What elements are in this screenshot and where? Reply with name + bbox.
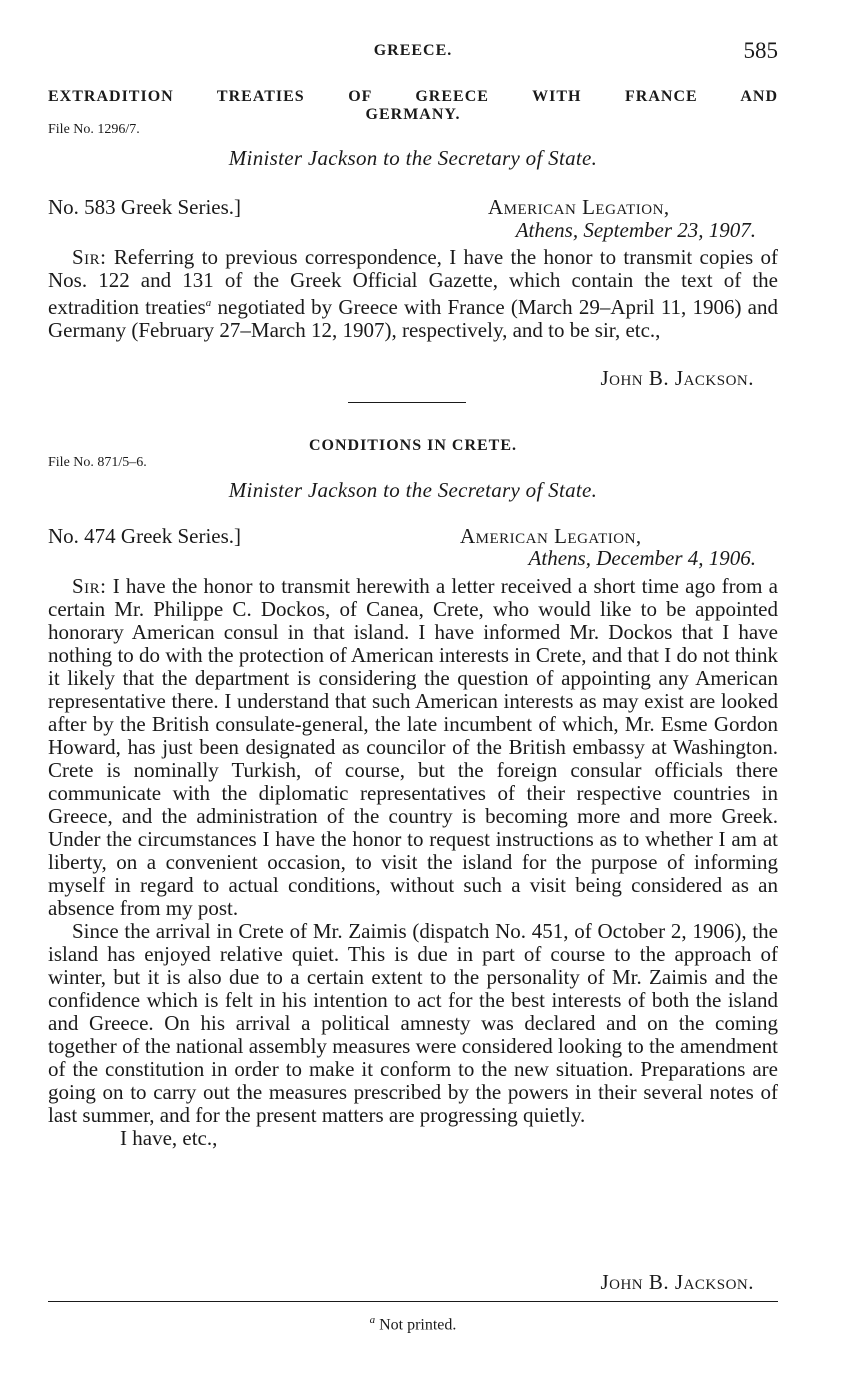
section2-series: No. 474 Greek Series.] [48,524,242,548]
section1-heading-line2: GERMANY. [365,106,461,123]
section1-file-number: File No. 1296/7. [48,122,140,137]
section2-paragraph-2: Since the arrival in Crete of Mr. Zaimis (dispatch No. 451, of October 2, 1906), the island has enjoyed relative quiet. This is due in part of course to the approach of winter, but it is also due to a certain extent to the personality of Mr. Zaimis and the confidence which is felt in his intention to act for the best interests of both the island and Greece. On his arrival a political amnesty was declared and on the coming together of the national assembly measures were considered looking to the amendment of the constitution in order to make it conform to the new situation. Preparations are going on to carry out the measures prescribed by the powers in their several notes of last summer, and for the present matters are progressing quietly. [48,919,778,1127]
page-number: 585 [743,38,778,63]
footnote [48,1314,778,1334]
section1-signature: John B. Jackson. [600,366,754,390]
footnote-text: Not printed. [379,1316,457,1334]
section1-body [48,246,778,342]
running-head [48,38,778,68]
footnote-rule [48,1301,778,1302]
section1-footnote-mark: a [205,297,212,309]
footnote-mark: a [369,1314,376,1326]
section2-addressee: Minister Jackson to the Secretary of State. [228,478,598,502]
section1-heading-line1: EXTRADITION TREATIES OF GREECE WITH FRANCE AND [48,88,778,105]
running-head-title: GREECE. [373,42,453,59]
section2-heading: CONDITIONS IN CRETE. [308,437,518,454]
section1-body-text-b: negotiated by Greece with France (March 29–April 11, 1906) and Germany (February 27–March 12, 1907), respectively, and to be sir, etc., [48,295,779,342]
section1-salutation: Sir: [72,245,107,269]
section1-date: Athens, September 23, 1907. [515,218,756,242]
section1-addressee: Minister Jackson to the Secretary of State. [228,146,598,170]
section2-paragraph-1 [48,575,778,920]
section1-series: No. 583 Greek Series.] [48,195,242,219]
section2-date: Athens, December 4, 1906. [528,546,756,570]
section2-paragraph-1-text: I have the honor to transmit herewith a letter received a short time ago from a certain Mr. Philippe C. Dockos, of Canea, Crete, who would like to be appointed honorary American consul in that island. I have informed Mr. Dockos that I have nothing to do with the protection of American interests in Crete, and that I do not think it likely that the department is considering the question of appointing any American representative there. I understand that such American interests as may exist are looked after by the British consulate-general, the late incumbent of which, Mr. Esme Gordon Howard, has just been designated as councilor of the British embassy at Washington. Crete is nominally Turkish, of course, but the foreign consular officials there communicate with the diplomatic representatives of their respective countries in Greece, and the administration of the country is becoming more and more Greek. Under the circumstances I have the honor to request instructions as to whether I am at liberty, on a convenient occasion, to visit the island for the purpose of informing myself in regard to actual conditions, without such a visit being considered as an absence from my post. [48,574,779,920]
section2-signature: John B. Jackson. [600,1270,754,1294]
section2-salutation: Sir: [72,574,107,598]
section-divider [348,402,466,403]
section1-body-text-a: Referring to previous correspondence, I have the honor to transmit copies of Nos. 122 and 131 of the Greek Official Gazette, which contain the text of the extradition treaties [48,245,779,319]
section2-legation: American Legation, [460,524,642,548]
section2-closing: I have, etc., [120,1126,218,1150]
section1-legation: American Legation, [488,195,670,219]
section2-body [48,575,778,1150]
section2-file-number: File No. 871/5–6. [48,455,147,470]
